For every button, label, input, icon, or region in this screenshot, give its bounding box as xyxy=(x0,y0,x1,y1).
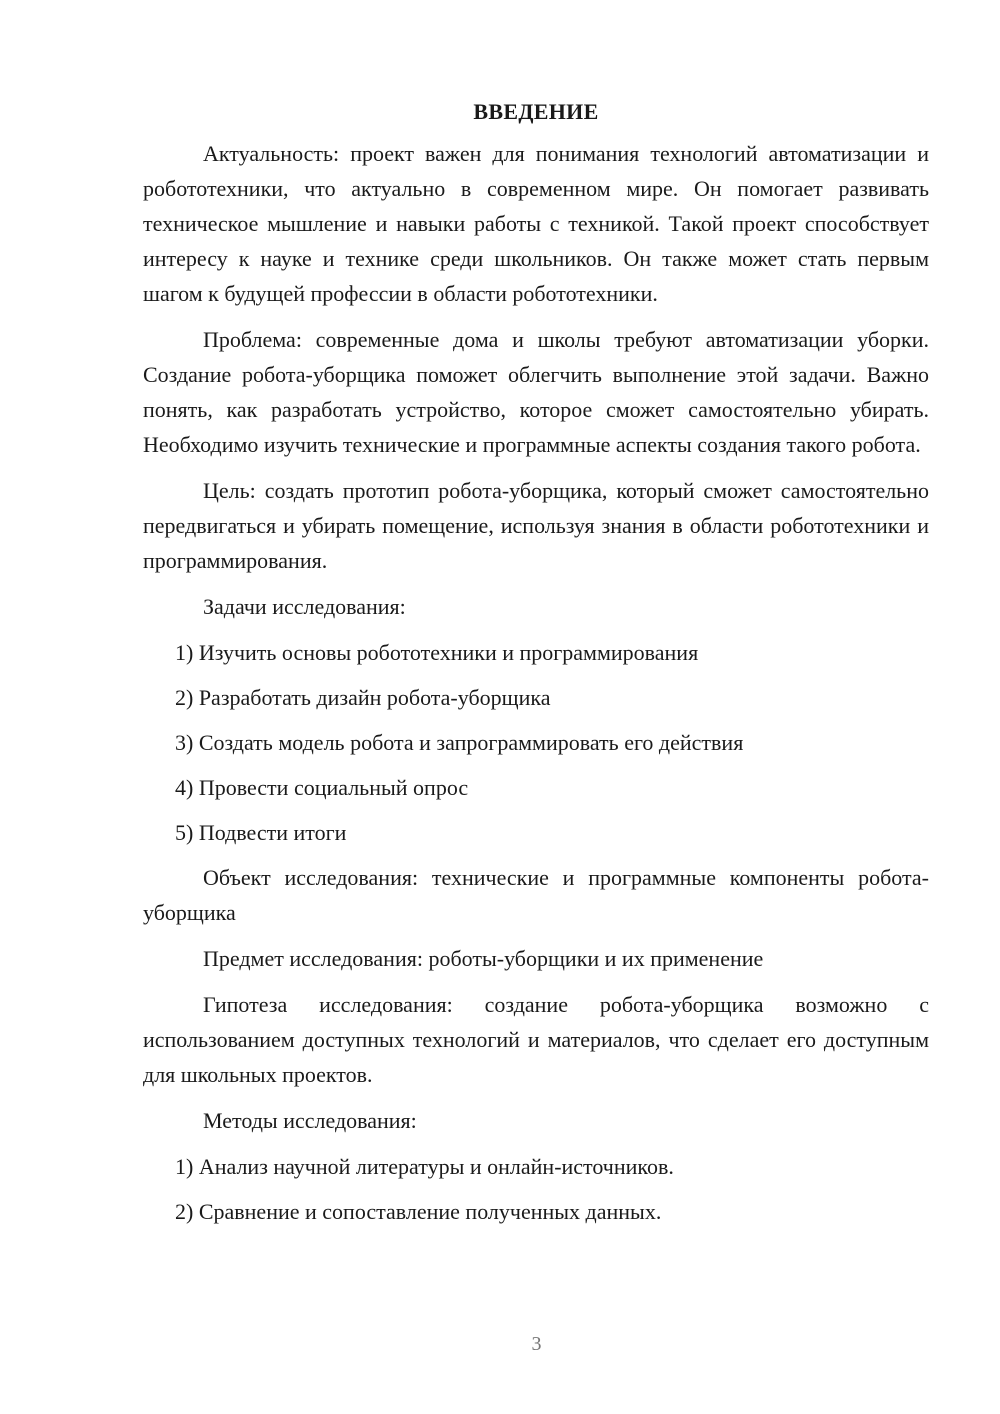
tasks-heading: Задачи исследования: xyxy=(203,594,406,619)
paragraph-problem: Проблема: современные дома и школы требуют автоматизации уборки. Создание робота-уборщика поможет облегчить выполнение этой задачи. Важно понять, как разработать устройство, которое сможет самостоятельно убирать. Необходимо изучить технические и программные аспекты создания такого робота. xyxy=(143,327,929,457)
methods-heading: Методы исследования: xyxy=(203,1108,417,1133)
paragraph-relevance: Актуальность: проект важен для понимания технологий автоматизации и робототехники, что актуально в современном мире. Он помогает развивать техническое мышление и навыки работы с техникой. Такой проект способствует интересу к науке и технике среди школьников. Он также может стать первым шагом к будущей профессии в области робототехники. xyxy=(143,141,929,306)
methods-list xyxy=(143,1149,929,1229)
paragraph-hypothesis: Гипотеза исследования: создание робота-уборщика возможно с использованием доступных технологий и материалов, что сделает его доступным для школьных проектов. xyxy=(143,992,929,1087)
paragraph-goal: Цель: создать прототип робота-уборщика, который сможет самостоятельно передвигаться и убирать помещение, используя знания в области робототехники и программирования. xyxy=(143,478,929,573)
list-item: 2) Разработать дизайн робота-уборщика xyxy=(175,685,551,710)
list-item: 3) Создать модель робота и запрограммировать его действия xyxy=(175,730,744,755)
document-page xyxy=(143,94,929,1239)
paragraph-subject: Предмет исследования: роботы-уборщики и их применение xyxy=(203,946,764,971)
list-item: 5) Подвести итоги xyxy=(175,820,347,845)
list-item: 2) Сравнение и сопоставление полученных данных. xyxy=(175,1199,662,1224)
paragraph-object: Объект исследования: технические и программные компоненты робота-уборщика xyxy=(143,865,929,925)
document-title: ВВЕДЕНИЕ xyxy=(473,99,599,124)
list-item: 4) Провести социальный опрос xyxy=(175,775,469,800)
list-item: 1) Изучить основы робототехники и программирования xyxy=(175,640,699,665)
list-item: 1) Анализ научной литературы и онлайн-источников. xyxy=(175,1154,674,1179)
page-number: 3 xyxy=(531,1333,542,1355)
tasks-list xyxy=(143,635,929,850)
